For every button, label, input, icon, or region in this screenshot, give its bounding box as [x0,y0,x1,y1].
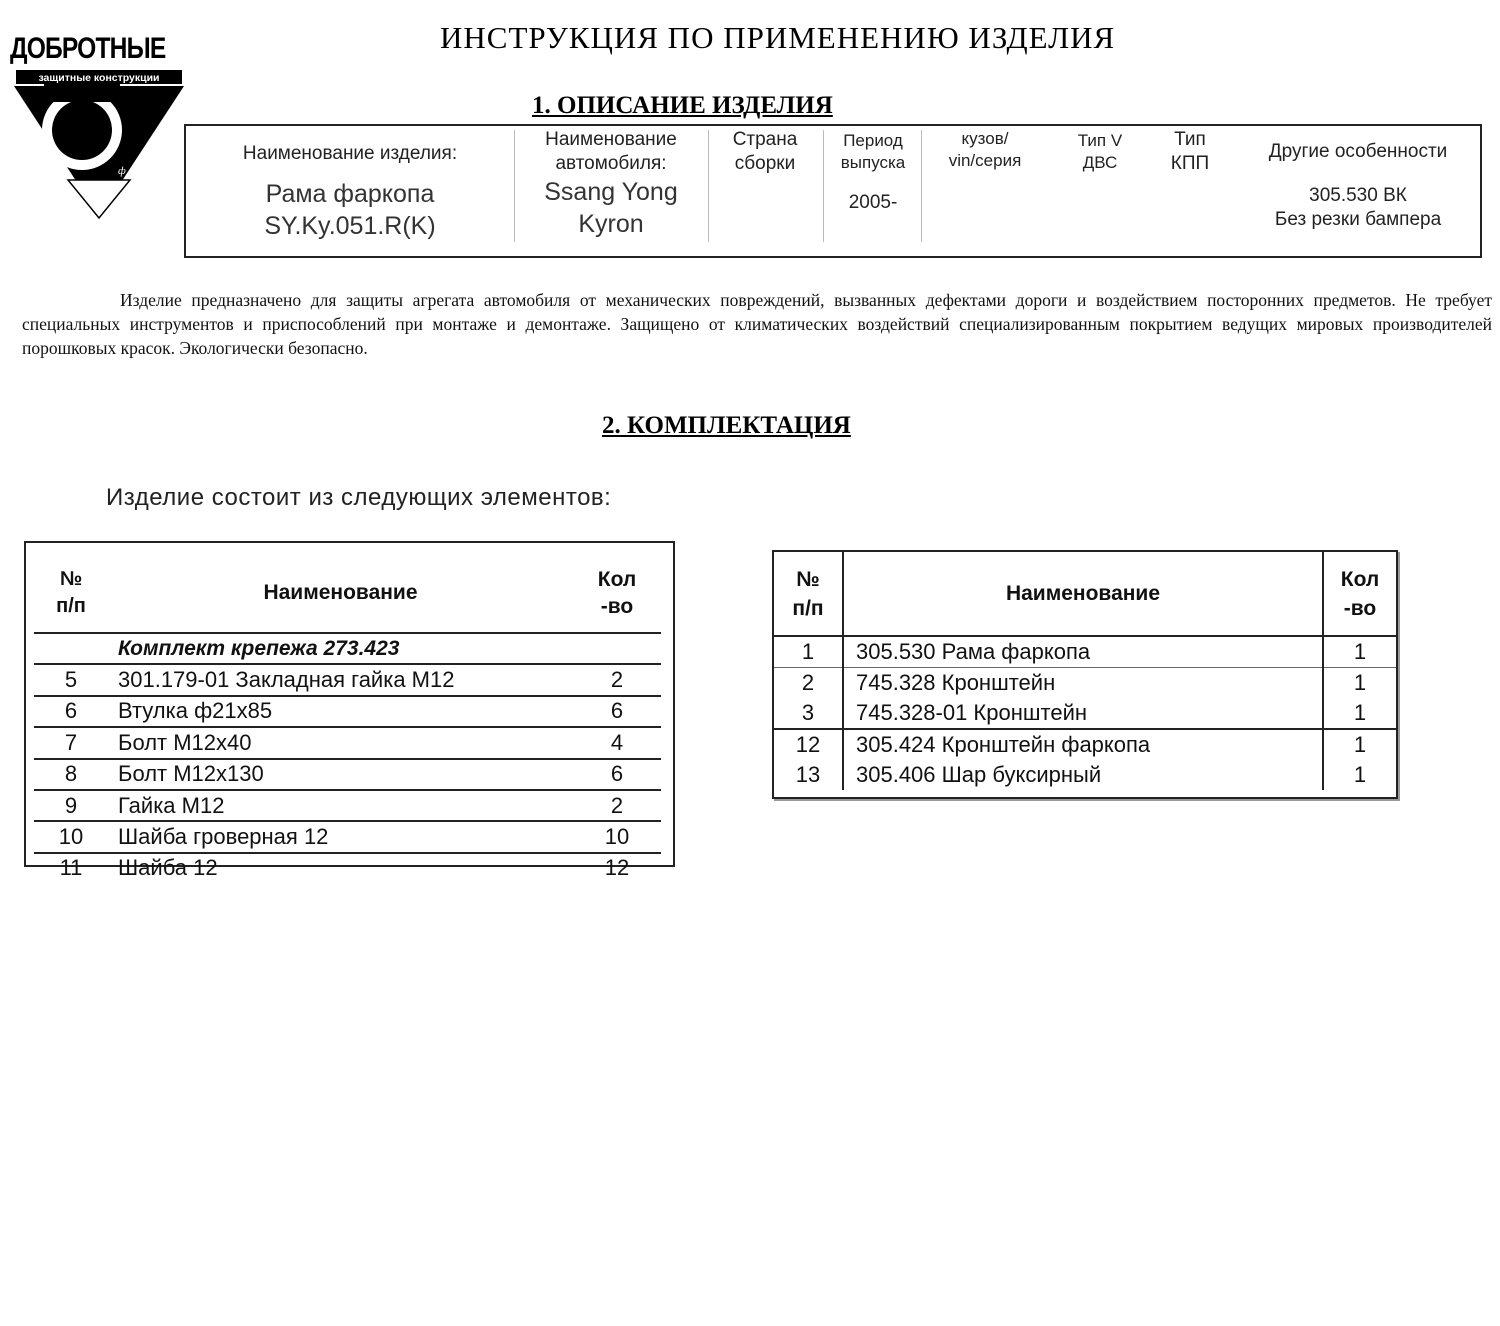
car-header-line2: автомобиля: [555,153,667,174]
logo-emblem-icon [10,66,188,226]
car-name-line1: Ssang Yong [544,178,678,206]
cell-num: 6 [64,698,78,724]
gearbox-header-line2: КПП [1170,153,1210,174]
car-header-line1: Наименование [545,129,677,150]
table-row [774,636,1396,668]
engine-header-line2: ДВС [1082,153,1118,172]
car-name-line2: Kyron [578,210,644,238]
section-1-title: 1. ОПИСАНИЕ ИЗДЕЛИЯ [532,92,833,119]
logo-tagline: защитные конструкции [38,72,160,84]
qty-header [573,553,661,633]
column-divider [708,130,709,242]
cell-qty: 1 [1353,699,1367,725]
cell-name: 305.424 Кронштейн фаркопа [843,729,1323,760]
cell-name: 305.530 Рама фаркопа [843,636,1323,668]
product-name-line2: SY.Ky.051.R(K) [264,212,436,240]
cell-qty: 1 [1353,731,1367,757]
cell-num: 2 [774,668,843,698]
country-header-line1: Страна [732,129,798,150]
fasteners-table-grid [34,553,661,883]
fasteners-table [24,541,675,881]
period-value: 2005- [848,192,898,213]
features-cell [1236,140,1480,270]
features-line2: Без резки бампера [1274,209,1442,230]
product-name-header: Наименование изделия: [242,143,458,164]
table-row [34,696,661,727]
name-header: Наименование [263,580,418,604]
num-header-line1: № [59,567,83,590]
cell-num: 11 [59,855,83,881]
main-parts-table-grid [774,552,1396,790]
qty-header [1323,552,1396,636]
table-row [34,727,661,758]
cell-name: Шайба 12 [118,855,218,881]
engine-header-line1: Тип V [1077,131,1123,150]
cell-name: Шайба гроверная 12 [118,824,329,850]
gearbox-cell [1148,128,1232,258]
country-header-line2: сборки [734,153,796,174]
num-header-line2: п/п [792,596,824,620]
document-title: ИНСТРУКЦИЯ ПО ПРИМЕНЕНИЮ ИЗДЕЛИЯ [440,20,1116,55]
table-row [774,668,1396,698]
cell-num: 13 [774,760,843,790]
cell-name: 745.328 Кронштейн [843,668,1323,698]
table-row [774,729,1396,760]
logo-letter: ф [50,169,58,181]
cell-qty: 1 [1353,761,1367,787]
num-header [774,552,843,636]
cell-num: 8 [64,761,78,787]
cell-name: Болт М12х40 [118,729,252,755]
product-description-table [184,124,1482,258]
logo-letter: ф [92,181,100,193]
cell-name: Гайка М12 [118,792,225,818]
column-divider [514,130,515,242]
cell-qty: 4 [610,729,624,755]
cell-qty: 2 [610,792,624,818]
features-line1: 305.530 ВК [1309,185,1407,206]
num-header [34,553,108,633]
cell-qty: 12 [604,855,630,881]
cell-num: 7 [64,729,78,755]
main-parts-table [772,550,1398,799]
product-name-cell [200,142,500,272]
gearbox-header-line1: Тип [1174,129,1206,150]
cell-qty: 6 [610,698,624,724]
column-divider [823,130,824,242]
body-cell [925,128,1045,258]
table-row [34,664,661,695]
components-intro: Изделие состоит из следующих элементов: [106,484,612,511]
qty-header-line2: -во [1343,596,1377,620]
cell-name: 301.179-01 Закладная гайка М12 [118,667,455,693]
cell-qty: 1 [1353,669,1367,695]
engine-cell [1052,130,1148,260]
cell-qty: 2 [610,667,624,693]
table-row [34,821,661,852]
cell-num: 9 [64,792,78,818]
qty-header-line1: Кол [597,567,637,591]
body-header-line2: vin/серия [948,151,1022,170]
qty-header-line1: Кол [1340,567,1380,591]
cell-name: Болт М12х130 [118,761,264,787]
name-header: Наименование [843,552,1323,636]
product-name-line1: Рама фаркопа [265,180,435,208]
cell-qty: 10 [604,824,630,850]
cell-num: 1 [774,636,843,668]
cell-name: 305.406 Шар буксирный [843,760,1323,790]
qty-header-line2: -во [600,594,634,618]
cell-name: 745.328-01 Кронштейн [843,698,1323,729]
section-2-title: 2. КОМПЛЕКТАЦИЯ [602,412,851,439]
period-header-line2: выпуска [840,153,906,172]
cell-num: 5 [64,667,78,693]
car-name-cell [518,128,704,258]
num-header-line2: п/п [56,594,86,617]
period-cell [827,130,919,260]
table-row [774,760,1396,790]
logo-word: ДОБРОТНЫЕ [10,32,166,65]
cell-num: 3 [774,698,843,729]
features-header: Другие особенности [1268,141,1448,162]
table-row [34,759,661,790]
company-logo [10,30,188,230]
cell-qty: 6 [610,761,624,787]
country-cell [712,128,818,258]
column-divider [921,130,922,242]
table-row [774,698,1396,729]
num-header-line1: № [796,567,820,591]
cell-qty: 1 [1353,639,1367,664]
period-header-line1: Период [843,131,903,150]
body-header-line1: кузов/ [961,129,1009,148]
product-description-paragraph: Изделие предназначено для защиты агрегата автомобиля от механических повреждений, вызванных дефектами дороги и воздействием посторонних предметов. Не требует специальных инструментов и приспособлений при монтаже и демонтаже. Защищено от климатических воздействий специализированным покрытием ведущих мировых производителей порошковых красок. Экологически безопасно. [22,290,1492,358]
cell-num: 10 [58,824,84,850]
table-row [34,853,661,883]
cell-num: 12 [774,729,843,760]
fastener-kit-title: Комплект крепежа 273.423 [118,636,400,660]
cell-name: Втулка ф21х85 [118,698,273,724]
logo-letter: ф [118,165,126,177]
table-row [34,790,661,821]
